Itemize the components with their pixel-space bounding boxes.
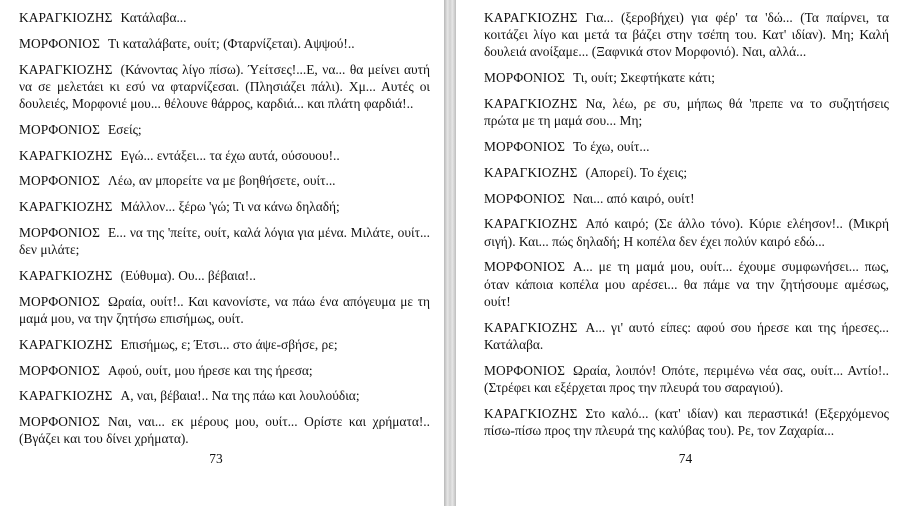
left-page-text (19, 9, 430, 456)
dialogue-paragraph (19, 9, 430, 26)
dialogue-text: Τι καταλάβατε, ουίτ; (Φταρνίζεται). Αψψού!.. (107, 35, 355, 51)
dialogue-text: Κατάλαβα... (120, 10, 187, 25)
dialogue-paragraph (19, 121, 430, 138)
dialogue-paragraph (19, 147, 430, 164)
speaker-name: ΜΟΡΦΟΝΙΟΣ (19, 121, 100, 137)
dialogue-paragraph (484, 9, 889, 61)
speaker-name: ΜΟΡΦΟΝΙΟΣ (484, 259, 565, 275)
speaker-name: ΚΑΡΑΓΚΙΟΖΗΣ (19, 336, 113, 352)
dialogue-paragraph (19, 293, 430, 327)
dialogue-paragraph (19, 224, 430, 258)
dialogue-text: (Εύθυμα). Ου... βέβαια!.. (120, 267, 256, 283)
dialogue-text: Τι, ουίτ; Σκεφτήκατε κάτι; (572, 70, 715, 86)
dialogue-text: Για... (ξεροβήχει) για φέρ' τα 'δώ... (Τα παίρνει, τα κοιτάζει λίγο και μετά τα βάζει στην τσέπη του. Κατ' ιδίαν). Μη; Καλή δουλειά ανοίξαμε... (Ξαφνικά στον Μορφονιό). Ναι, αλλά... (484, 10, 889, 60)
speaker-name: ΜΟΡΦΟΝΙΟΣ (19, 362, 100, 378)
speaker-name: ΚΑΡΑΓΚΙΟΖΗΣ (484, 216, 578, 232)
dialogue-text: Αφού, ουίτ, μου ήρεσε και της ήρεσα; (107, 362, 313, 378)
dialogue-text: Ωραία, ουίτ!.. Και κανονίστε, να πάω ένα απόγευμα με τη μαμά μου, να την ζητήσω επισήμως, ουίτ. (19, 293, 430, 326)
speaker-name: ΜΟΡΦΟΝΙΟΣ (484, 190, 565, 206)
dialogue-text: Ναι... από καιρό, ουίτ! (572, 190, 695, 206)
dialogue-text: Ωραία, λοιπόν! Οπότε, περιμένω νέα σας, ουίτ... Αντίο!.. (Στρέφει και εξέρχεται προς την πλευρά του σαραγιού). (484, 362, 889, 395)
dialogue-text: Ναι, ναι... εκ μέρους μου, ουίτ... Ορίστε και χρήματα!.. (Βγάζει και του δίνει χρήματα). (19, 414, 430, 447)
left-page (0, 0, 444, 506)
speaker-name: ΚΑΡΑΓΚΙΟΖΗΣ (484, 319, 578, 335)
dialogue-paragraph (484, 258, 889, 310)
speaker-name: ΚΑΡΑΓΚΙΟΖΗΣ (19, 388, 113, 404)
book-gutter (444, 0, 456, 506)
dialogue-text: Εσείς; (107, 121, 142, 137)
dialogue-paragraph (19, 172, 430, 189)
speaker-name: ΚΑΡΑΓΚΙΟΖΗΣ (484, 164, 578, 180)
page-number-right: 74 (678, 451, 693, 466)
dialogue-text: Λέω, αν μπορείτε να με βοηθήσετε, ουίτ... (107, 173, 336, 189)
dialogue-paragraph (19, 336, 430, 353)
speaker-name: ΚΑΡΑΓΚΙΟΖΗΣ (484, 96, 578, 111)
speaker-name: ΚΑΡΑΓΚΙΟΖΗΣ (19, 147, 113, 163)
speaker-name: ΜΟΡΦΟΝΙΟΣ (19, 35, 100, 51)
speaker-name: ΜΟΡΦΟΝΙΟΣ (484, 70, 565, 86)
speaker-name: ΚΑΡΑΓΚΙΟΖΗΣ (484, 405, 578, 421)
speaker-name: ΜΟΡΦΟΝΙΟΣ (19, 414, 100, 430)
speaker-name: ΜΟΡΦΟΝΙΟΣ (19, 293, 100, 309)
dialogue-text: Α... με τη μαμά μου, ουίτ... έχουμε συμφωνήσει... πως, όταν κάποια κοπέλα μου αρέσει... θα πάμε να την ζητήσουμε αμέσως, ουίτ! (484, 259, 889, 309)
speaker-name: ΜΟΡΦΟΝΙΟΣ (484, 362, 565, 378)
dialogue-text: Επισήμως, ε; Έτσι... στο άψε-σβήσε, ρε; (120, 336, 338, 352)
dialogue-paragraph (484, 138, 889, 155)
dialogue-text: Α... γι' αυτό είπες: αφού σου ήρεσε και της ήρεσες... Κατάλαβα. (484, 319, 889, 352)
dialogue-paragraph (484, 69, 889, 86)
dialogue-paragraph (484, 215, 889, 249)
dialogue-text: Στο καλό... (κατ' ιδίαν) και περαστικά! (Εξερχόμενος πίσω-πίσω προς την πλευρά της καλύβας του). Ρε, τον Ζαχαρία... (484, 405, 889, 438)
speaker-name: ΚΑΡΑΓΚΙΟΖΗΣ (19, 267, 113, 283)
dialogue-text: Α, ναι, βέβαια!.. Να της πάω και λουλούδια; (120, 388, 360, 404)
speaker-name: ΜΟΡΦΟΝΙΟΣ (19, 224, 100, 240)
page-number-left: 73 (209, 451, 223, 466)
dialogue-text: Εγώ... εντάξει... τα έχω αυτά, ούσουου!.. (120, 147, 340, 163)
dialogue-paragraph (484, 164, 889, 181)
dialogue-paragraph (19, 267, 430, 284)
dialogue-paragraph (19, 61, 430, 113)
dialogue-text: (Απορεί). Το έχεις; (585, 164, 688, 180)
dialogue-paragraph (19, 387, 430, 404)
right-page (456, 0, 901, 506)
dialogue-paragraph (484, 190, 889, 207)
speaker-name: ΚΑΡΑΓΚΙΟΖΗΣ (19, 10, 113, 25)
dialogue-paragraph (19, 362, 430, 379)
speaker-name: ΜΟΡΦΟΝΙΟΣ (19, 173, 100, 189)
dialogue-text: Το έχω, ουίτ... (572, 139, 650, 154)
dialogue-paragraph (484, 405, 889, 439)
dialogue-paragraph (484, 95, 889, 129)
dialogue-paragraph (19, 413, 430, 447)
dialogue-text: Ε... να της 'πείτε, ουίτ, καλά λόγια για μένα. Μιλάτε, ουίτ... δεν μιλάτε; (19, 224, 430, 258)
speaker-name: ΚΑΡΑΓΚΙΟΖΗΣ (19, 61, 113, 77)
dialogue-text: Να, λέω, ρε συ, μήπως θά 'πρεπε να το συζητήσεις πρώτα με τη μαμά σου... Μη; (484, 96, 889, 129)
right-page-text (484, 9, 889, 448)
dialogue-paragraph (484, 319, 889, 353)
dialogue-text: (Κάνοντας λίγο πίσω). Ύείτσες!...Ε, να... θα μείνει αυτή να σε μελετάει κι εσύ να φταρνίζεσαι. (Πλησιάζει πάλι). Χμ... Αυτές οι δουλειές, Μορφονιέ μου... θέλουνε θάρρος, καρδιά... και πλάτη φαρδιά!.. (19, 61, 430, 111)
dialogue-text: Από καιρό; (Σε άλλο τόνο). Κύριε ελέησον!.. (Μικρή σιγή). Και... πώς δηλαδή; Η κοπέλα δεν έχει πολύν καιρό εδώ... (484, 216, 889, 249)
speaker-name: ΚΑΡΑΓΚΙΟΖΗΣ (19, 199, 113, 215)
dialogue-paragraph (484, 362, 889, 396)
speaker-name: ΚΑΡΑΓΚΙΟΖΗΣ (484, 10, 578, 25)
dialogue-paragraph (19, 198, 430, 215)
speaker-name: ΜΟΡΦΟΝΙΟΣ (484, 139, 565, 154)
dialogue-text: Μάλλον... ξέρω 'γώ; Τι να κάνω δηλαδή; (120, 199, 340, 215)
dialogue-paragraph (19, 35, 430, 52)
